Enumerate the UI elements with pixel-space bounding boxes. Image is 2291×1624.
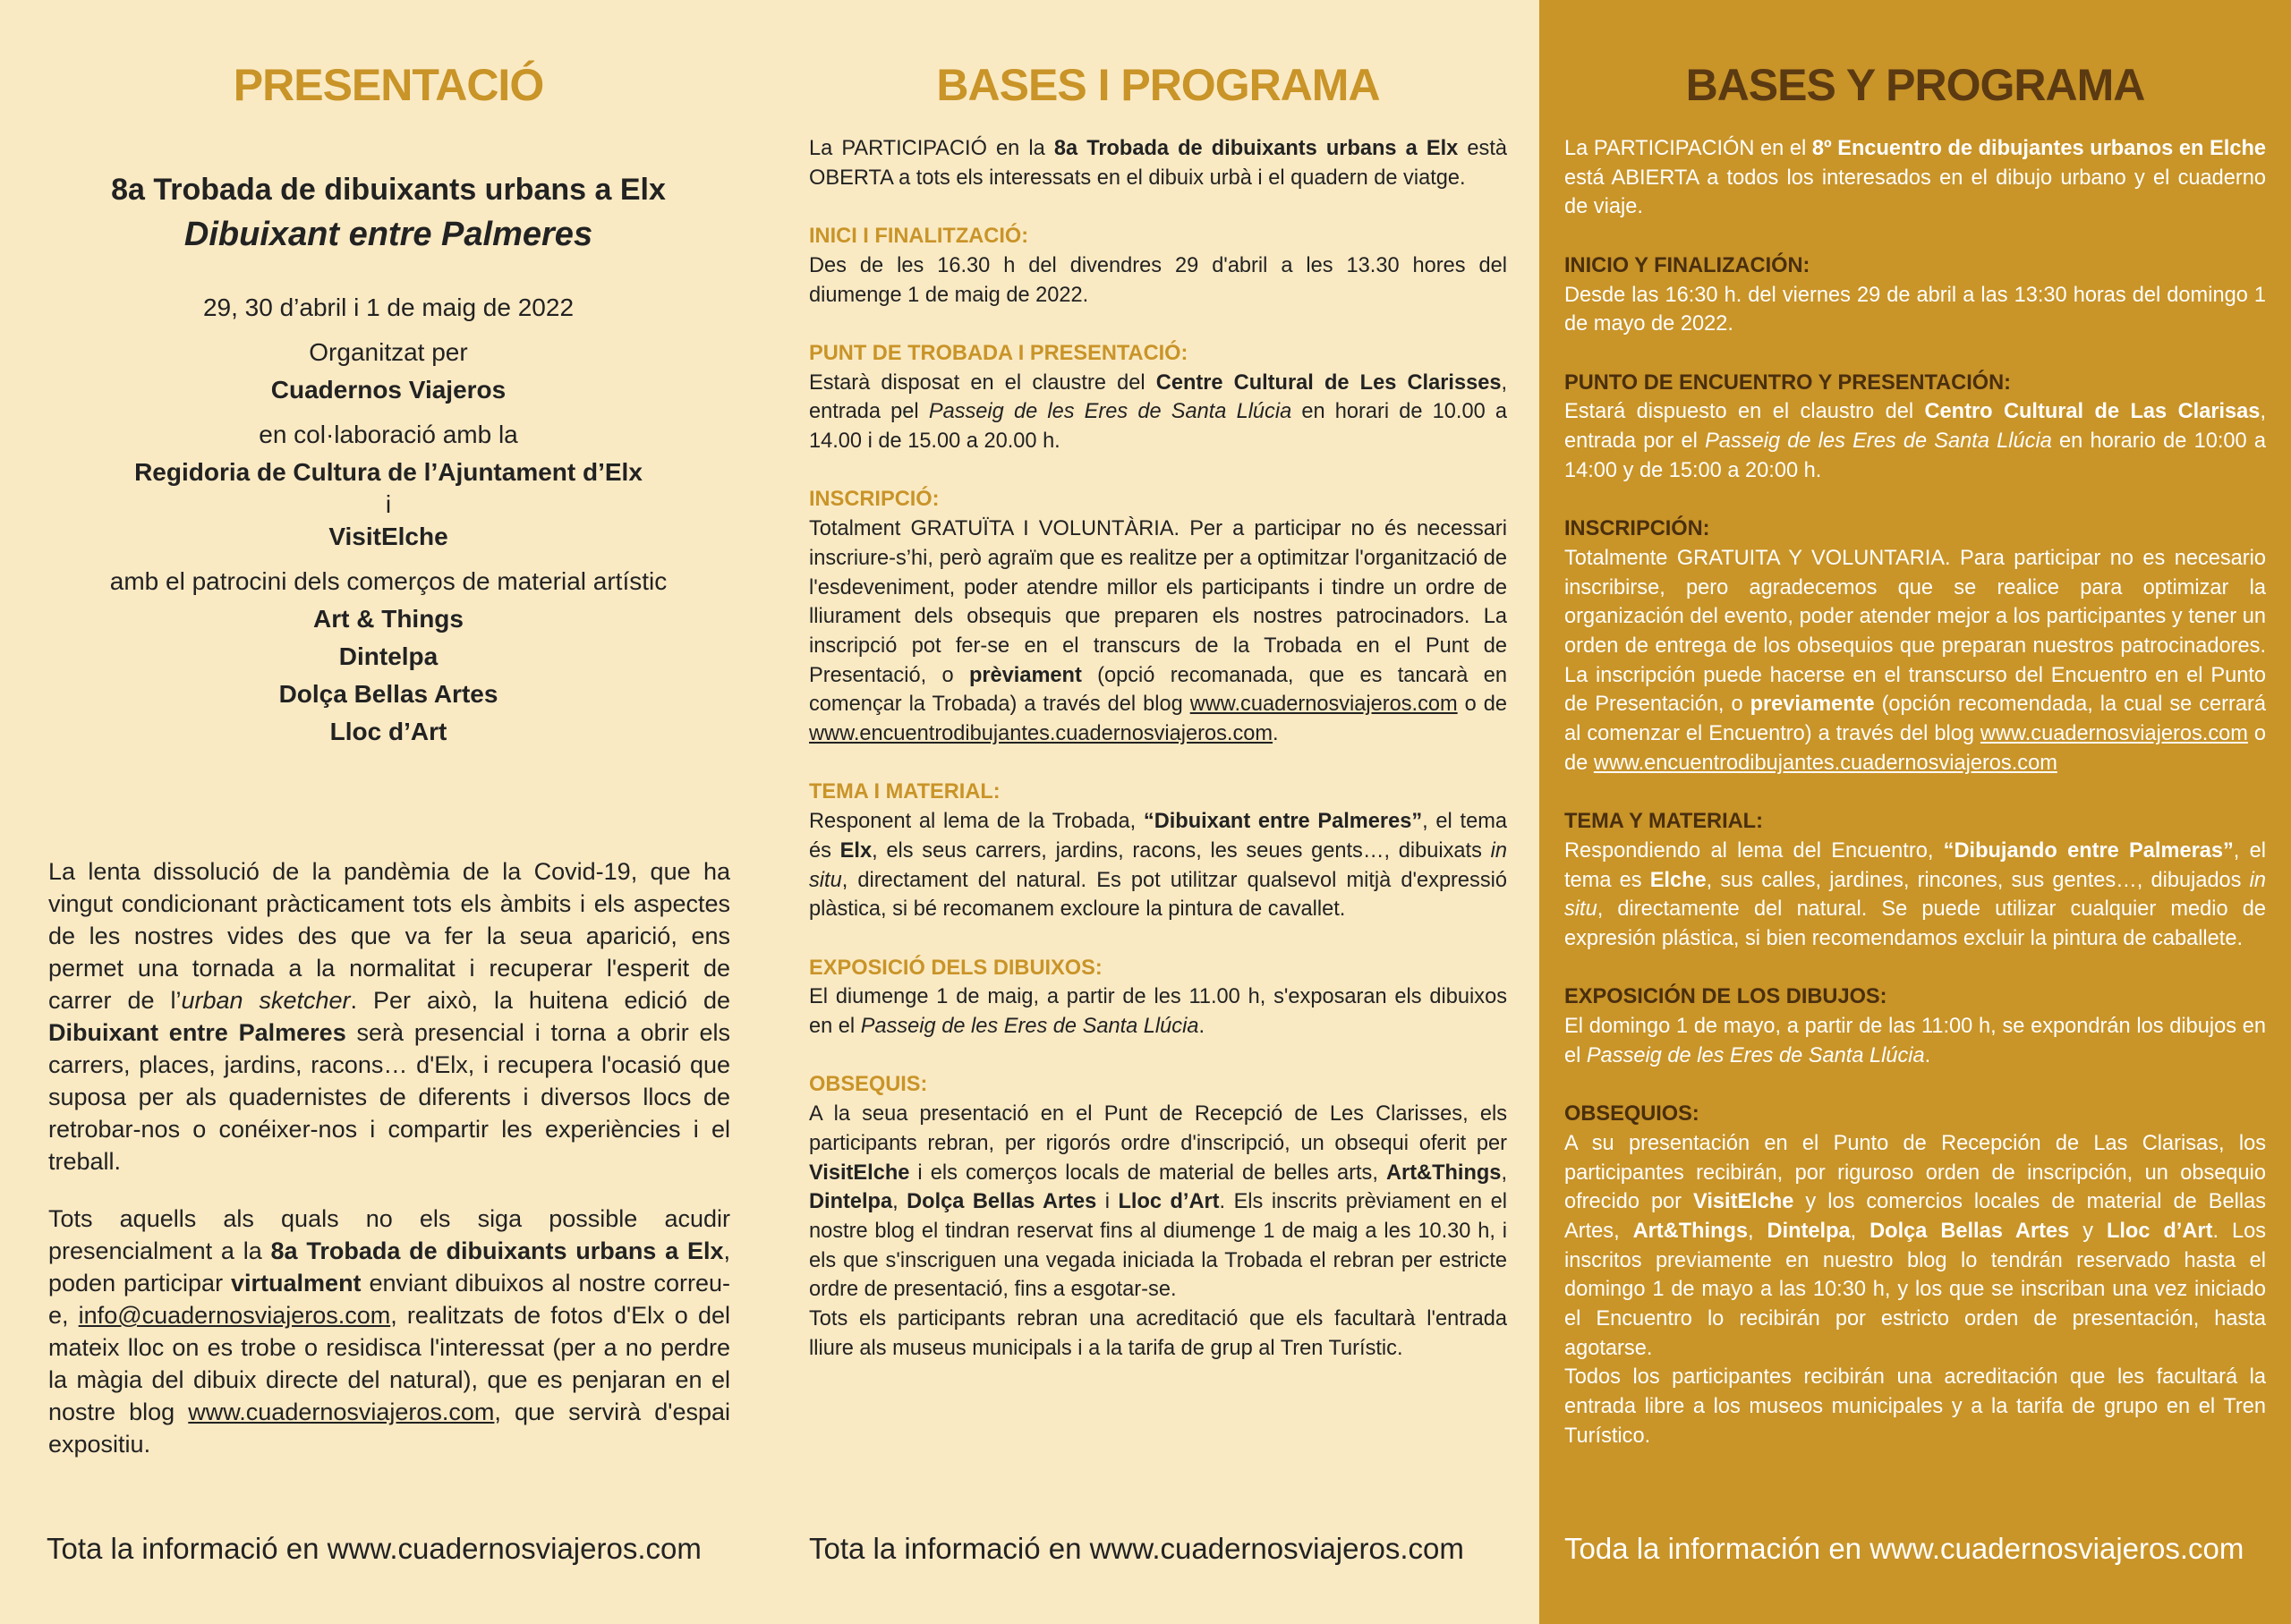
- theme-section: TEMA Y MATERIAL: Respondiendo al lema del Encuentro, “Dibujando entre Palmeras”, el tema es Elche, sus calles, jardines, rincones, sus gentes…, dibujados in situ, directamente del natural. Se puede utilizar cualquier medio de expresión plástica, si bien recomendamos excluir la pintura de caballete.: [1564, 807, 2266, 954]
- start-end-section: INICI I FINALITZACIÓ: Des de les 16.30 h del divendres 29 d'abril a les 13.30 hores del diumenge 1 de maig de 2022.: [809, 222, 1507, 310]
- section-heading: OBSEQUIS:: [809, 1073, 928, 1097]
- registration-section: INSCRIPCIÓ: Totalment GRATUÏTA I VOLUNTÀRIA. Per a participar no és necessari inscriure-s’hi, però agraïm que es realitze per a optimitzar l'organització de l'esdeveniment, poder atendre millor els participants i tindre un ordre de lliurament dels obsequis que preparen els nostres patrocinadors. La inscripció pot fer-se en el transcurs de la Trobada en el Punt de Presentació, o prèviament (opció recomanada, que es tancarà en començar la Trobada) a través del blog www.cuadernosviajeros.com o de www.encuentrodibujantes.cuadernosviajeros.com.: [809, 485, 1507, 748]
- participation-section: La PARTICIPACIÓ en la 8a Trobada de dibuixants urbans a Elx està OBERTA a tots els interessats en el dibuix urbà i el quadern de viatge.: [809, 137, 1507, 190]
- email-link[interactable]: info@cuadernosviajeros.com: [78, 1302, 391, 1329]
- section-heading: INICIO Y FINALIZACIÓN:: [1564, 253, 1810, 277]
- column-title: BASES I PROGRAMA: [936, 60, 1380, 110]
- column-title: BASES Y PROGRAMA: [1685, 60, 2145, 110]
- section-heading: TEMA Y MATERIAL:: [1564, 810, 1763, 834]
- exhibition-section: EXPOSICIÓN DE LOS DIBUJOS: El domingo 1 de mayo, a partir de las 11:00 h, se expondrán los dibujos en el Passeig de les Eres de Santa Llúcia.: [1564, 982, 2266, 1070]
- blog-link[interactable]: www.cuadernosviajeros.com: [1189, 693, 1458, 717]
- program-sections: [809, 134, 1507, 1392]
- event-name: 8a Trobada de dibuixants urbans a Elx: [111, 173, 666, 207]
- intro-paragraph: La lenta dissolució de la pandèmia de la Covid-19, que ha vingut condicionant pràcticament tots els àmbits i els aspectes de les nostres vides des que va fer la seua aparició, ens permet una tornada a la normalitat i recuperar l'esperit de carrer de l’urban sketcher. Per això, la huitena edició de Dibuixant entre Palmeres serà presencial i torna a obrir els carrers, places, jardins, racons… d'Elx, i recupera l'ocasió que suposa per als quadernistes de diferents i diversos llocs de retrobar-nos o conéixer-nos i compartir les experiències i el treball.: [48, 858, 730, 1175]
- encuentro-link[interactable]: www.encuentrodibujantes.cuadernosviajeros.com: [1593, 751, 2057, 775]
- organizer-name: Cuadernos Viajeros: [270, 376, 507, 404]
- column-presentacio: [0, 0, 777, 1624]
- section-heading: TEMA I MATERIAL:: [809, 780, 1001, 804]
- footer-info: Tota la informació en www.cuadernosviajeros.com: [809, 1532, 1464, 1565]
- start-end-section: INICIO Y FINALIZACIÓN: Desde las 16:30 h. del viernes 29 de abril a las 13:30 horas del domingo 1 de mayo de 2022.: [1564, 251, 2266, 339]
- organized-by-label: Organitzat per: [309, 338, 468, 366]
- gifts-section: OBSEQUIS: A la seua presentació en el Punt de Recepció de Les Clarisses, els participants rebran, per rigorós ordre d'inscripció, un obsequi oferit per VisitElche i els comerços locals de material de belles arts, Art&Things, Dintelpa, Dolça Bellas Artes i Lloc d’Art. Els inscrits prèviament en el nostre blog el tindran reservat fins al diumenge 1 de maig a les 10.30 h, i els que s'inscriguen una vegada iniciada la Trobada el rebran per estricte ordre de presentació, fins a esgotar-se. Tots els participants rebran una acreditació que els facultarà l'entrada lliure als museus municipals i a la tarifa de grup al Tren Turístic.: [809, 1070, 1507, 1363]
- blog-link[interactable]: www.cuadernosviajeros.com: [1980, 722, 2248, 746]
- collaboration-label: en col·laboració amb la: [259, 421, 518, 448]
- registration-section: INSCRIPCIÓN: Totalmente GRATUITA Y VOLUNTARIA. Para participar no es necesario inscribirse, pero agradecemos que se realice para optimizar la organización del evento, poder atender mejor a los participantes y tener un orden de entrega de los obsequios que preparan nuestros patrocinadores. La inscripción puede hacerse en el transcurso del Encuentro en el Punto de Presentación, o previamente (opción recomendada, la cual se cerrará al comenzar el Encuentro) a través del blog www.cuadernosviajeros.com o de www.encuentrodibujantes.cuadernosviajeros.com: [1564, 514, 2266, 778]
- footer-info: Tota la informació en www.cuadernosviajeros.com: [47, 1532, 702, 1565]
- section-heading: INICI I FINALITZACIÓ:: [809, 225, 1029, 249]
- theme-section: TEMA I MATERIAL: Responent al lema de la Trobada, “Dibuixant entre Palmeres”, el tema és Elx, els seus carrers, jardins, racons, les seues gents…, dibuixats in situ, directament del natural. Es pot utilitzar qualsevol mitjà d'expressió plàstica, si bé recomanem excloure la pintura de cavallet.: [809, 778, 1507, 924]
- blog-link[interactable]: www.cuadernosviajeros.com: [188, 1399, 495, 1425]
- event-dates: 29, 30 d’abril i 1 de maig de 2022: [202, 293, 575, 321]
- conjunction: i: [385, 490, 392, 518]
- section-heading: PUNT DE TROBADA I PRESENTACIÓ:: [809, 341, 1188, 365]
- sponsor-name: Dolça Bellas Artes: [278, 680, 498, 708]
- column-bases-programa-ca: [777, 0, 1539, 1624]
- section-heading: OBSEQUIOS:: [1564, 1102, 1699, 1127]
- program-sections: [1564, 134, 2266, 1480]
- collaborator-name: VisitElche: [328, 523, 448, 550]
- sponsors-label: amb el patrocini dels comerços de material artístic: [109, 567, 668, 595]
- collaborator-name: Regidoria de Cultura de l’Ajuntament d’Elx: [134, 458, 643, 486]
- participation-section: La PARTICIPACIÓN en el 8º Encuentro de dibujantes urbanos en Elche está ABIERTA a todos los interesados en el dibujo urbano y el cuaderno de viaje.: [1564, 137, 2266, 219]
- event-subtitle: Dibuixant entre Palmeres: [183, 216, 593, 253]
- virtual-paragraph: Tots aquells als quals no els siga possible acudir presencialment a la 8a Trobada de dibuixants urbans a Elx, poden participar virtualment enviant dibuixos al nostre correu-e, info@cuadernosviajeros.com, realitzats de fotos d'Elx o del mateix lloc on es trobe o residisca l'interessat (per a no perdre la màgia del dibuix directe del natural), que es penjaran en el nostre blog www.cuadernosviajeros.com, que servirà d'espai expositiu.: [48, 1205, 730, 1458]
- sponsor-name: Dintelpa: [338, 642, 439, 670]
- gifts-section: OBSEQUIOS: A su presentación en el Punto de Recepción de Las Clarisas, los participantes recibirán, por riguroso orden de inscripción, un obsequio ofrecido por VisitElche y los comercios locales de material de Bellas Artes, Art&Things, Dintelpa, Dolça Bellas Artes y Lloc d’Art. Los inscritos previamente en nuestro blog lo tendrán reservado hasta el domingo 1 de mayo a las 10:30 h, y los que se inscriban una vez iniciado el Encuentro lo recibirán por estricto orden de presentación, hasta agotarse. Todos los participantes recibirán una acreditación que les facultará la entrada libre a los museos municipales y a la tarifa de grupo en el Tren Turístico.: [1564, 1100, 2266, 1450]
- presentation-text: [48, 855, 730, 1460]
- meeting-point-section: PUNT DE TROBADA I PRESENTACIÓ: Estarà disposat en el claustre del Centre Cultural de Les Clarisses, entrada pel Passeig de les Eres de Santa Llúcia en horari de 10.00 a 14.00 i de 15.00 a 20.00 h.: [809, 339, 1507, 456]
- sponsor-name: Lloc d’Art: [329, 718, 447, 745]
- meeting-point-section: PUNTO DE ENCUENTRO Y PRESENTACIÓN: Estará dispuesto en el claustro del Centro Cultural de Las Clarisas, entrada por el Passeig de les Eres de Santa Llúcia en horario de 10:00 a 14:00 y de 15:00 a 20:00 h.: [1564, 369, 2266, 486]
- exhibition-section: EXPOSICIÓ DELS DIBUIXOS: El diumenge 1 de maig, a partir de les 11.00 h, s'exposaran els dibuixos en el Passeig de les Eres de Santa Llúcia.: [809, 954, 1507, 1042]
- sponsor-name: Art & Things: [313, 605, 464, 633]
- section-heading: INSCRIPCIÓN:: [1564, 517, 1710, 541]
- encuentro-link[interactable]: www.encuentrodibujantes.cuadernosviajeros.com: [809, 722, 1273, 746]
- column-bases-programa-es: [1539, 0, 2291, 1624]
- section-heading: PUNTO DE ENCUENTRO Y PRESENTACIÓN:: [1564, 370, 2012, 395]
- event-info: [36, 170, 741, 748]
- section-heading: EXPOSICIÓN DE LOS DIBUJOS:: [1564, 985, 1887, 1009]
- column-title: PRESENTACIÓ: [233, 60, 544, 110]
- section-heading: EXPOSICIÓ DELS DIBUIXOS:: [809, 956, 1103, 980]
- footer-info: Toda la información en www.cuadernosviajeros.com: [1564, 1532, 2244, 1565]
- section-heading: INSCRIPCIÓ:: [809, 488, 940, 512]
